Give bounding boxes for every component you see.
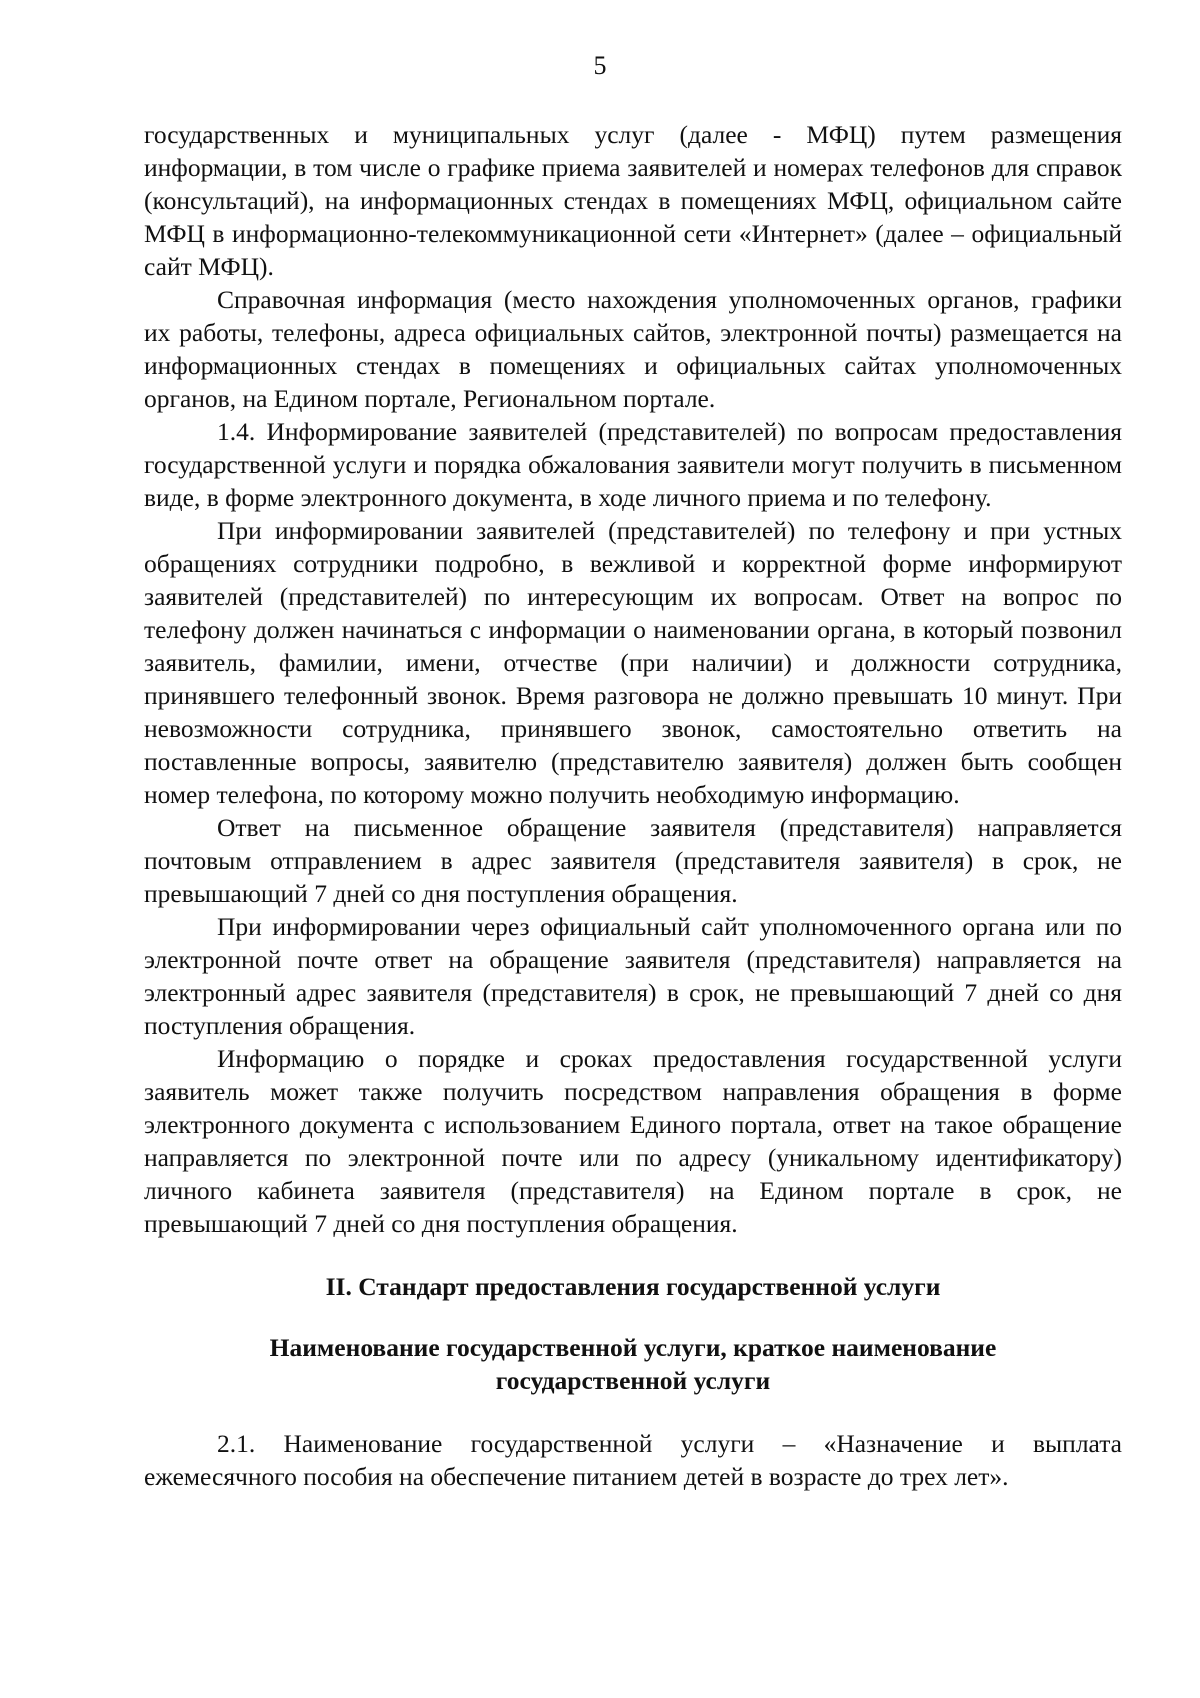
paragraph-clause-2-1: 2.1. Наименование государственной услуги – «Назначение и выплата ежемесячного пособия на обеспечение питанием детей в возрасте до трех лет». bbox=[144, 1429, 1122, 1491]
sub-heading bbox=[144, 1331, 1122, 1397]
sub-heading-line-2: государственной услуги bbox=[495, 1366, 771, 1395]
document-body bbox=[144, 118, 1122, 1493]
paragraph-reference-info: Справочная информация (место нахождения уполномоченных органов, графики их работы, телефоны, адреса официальных сайтов, электронной почты) размещается на информационных стендах в помещениях и официальных сайтах уполномоченных органов, на Едином портале, Региональном портале. bbox=[144, 285, 1122, 413]
paragraph-portal-request: Информацию о порядке и сроках предоставления государственной услуги заявитель может также получить посредством направления обращения в форме электронного документа с использованием Единого портала, ответ на такое обращение направляется по электронной почте или по адресу (уникальному идентификатору) личного кабинета заявителя (представителя) на Едином портале в срок, не превышающий 7 дней со дня поступления обращения. bbox=[144, 1044, 1122, 1238]
paragraph-clause-1-4: 1.4. Информирование заявителей (представителей) по вопросам предоставления государственной услуги и порядка обжалования заявители могут получить в письменном виде, в форме электронного документа, в ходе личного приема и по телефону. bbox=[144, 417, 1122, 512]
paragraph-mfc-info: государственных и муниципальных услуг (далее - МФЦ) путем размещения информации, в том числе о графике приема заявителей и номерах телефонов для справок (консультаций), на информационных стендах в помещениях МФЦ, официальном сайте МФЦ в информационно-телекоммуникационной сети «Интернет» (далее – официальный сайт МФЦ). bbox=[144, 120, 1122, 281]
paragraph-website-email-reply: При информировании через официальный сайт уполномоченного органа или по электронной почте ответ на обращение заявителя (представителя) направляется на электронный адрес заявителя (представителя) в срок, не превышающий 7 дней со дня поступления обращения. bbox=[144, 912, 1122, 1040]
paragraph-written-reply: Ответ на письменное обращение заявителя (представителя) направляется почтовым отправлением в адрес заявителя (представителя заявителя) в срок, не превышающий 7 дней со дня поступления обращения. bbox=[144, 813, 1122, 908]
page-number: 5 bbox=[593, 51, 607, 80]
section-heading: II. Стандарт предоставления государственной услуги bbox=[325, 1272, 941, 1301]
sub-heading-line-1: Наименование государственной услуги, краткое наименование bbox=[269, 1333, 997, 1362]
paragraph-phone-informing: При информировании заявителей (представителей) по телефону и при устных обращениях сотрудники подробно, в вежливой и корректной форме информируют заявителей (представителей) по интересующим их вопросам. Ответ на вопрос по телефону должен начинаться с информации о наименовании органа, в который позвонил заявитель, фамилии, имени, отчестве (при наличии) и должности сотрудника, принявшего телефонный звонок. Время разговора не должно превышать 10 минут. При невозможности сотрудника, принявшего звонок, самостоятельно ответить на поставленные вопросы, заявителю (представителю заявителя) должен быть сообщен номер телефона, по которому можно получить необходимую информацию. bbox=[144, 516, 1122, 809]
